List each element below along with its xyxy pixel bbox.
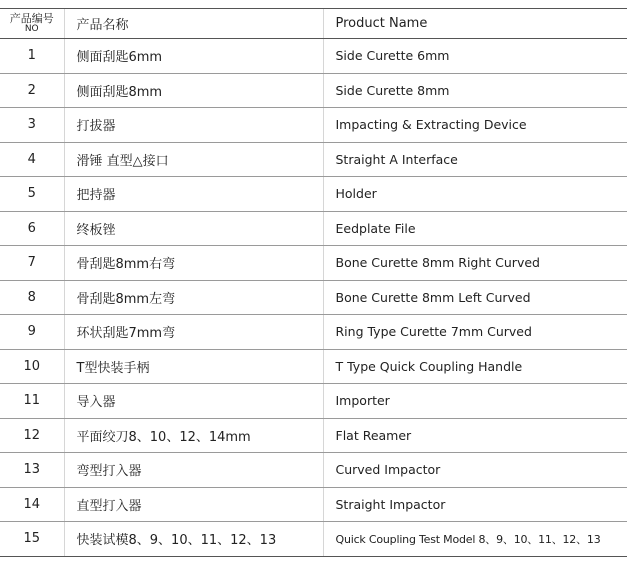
row-name-cn: 骨刮匙8mm左弯 <box>64 280 323 315</box>
row-name-en: Straight A Interface <box>323 142 627 177</box>
row-name-en: Bone Curette 8mm Left Curved <box>323 280 627 315</box>
row-name-cn: 快装试模8、9、10、11、12、13 <box>64 522 323 557</box>
header-product-name-en: Product Name <box>323 9 627 39</box>
row-number: 11 <box>0 384 64 419</box>
row-name-cn: 导入器 <box>64 384 323 419</box>
row-number: 8 <box>0 280 64 315</box>
table-header-row <box>0 9 627 39</box>
table-row <box>0 177 627 212</box>
row-name-cn: 平面绞刀8、10、12、14mm <box>64 418 323 453</box>
row-number: 13 <box>0 453 64 488</box>
row-name-cn: 环状刮匙7mm弯 <box>64 315 323 350</box>
row-name-cn: T型快装手柄 <box>64 349 323 384</box>
table-row <box>0 418 627 453</box>
row-number: 5 <box>0 177 64 212</box>
row-number: 10 <box>0 349 64 384</box>
table-row <box>0 280 627 315</box>
table-row <box>0 142 627 177</box>
row-number: 6 <box>0 211 64 246</box>
table-row <box>0 522 627 557</box>
row-name-en: T Type Quick Coupling Handle <box>323 349 627 384</box>
header-product-number <box>0 9 64 39</box>
table-row <box>0 108 627 143</box>
product-table-sheet <box>0 8 633 557</box>
row-name-cn: 终板锉 <box>64 211 323 246</box>
row-name-cn: 骨刮匙8mm右弯 <box>64 246 323 281</box>
row-name-en: Impacting & Extracting Device <box>323 108 627 143</box>
table-row <box>0 211 627 246</box>
table-row <box>0 487 627 522</box>
row-name-en: Side Curette 8mm <box>323 73 627 108</box>
table-row <box>0 453 627 488</box>
row-name-cn: 弯型打入器 <box>64 453 323 488</box>
table-row <box>0 39 627 74</box>
row-number: 15 <box>0 522 64 557</box>
row-number: 4 <box>0 142 64 177</box>
row-name-en: Curved Impactor <box>323 453 627 488</box>
table-row <box>0 73 627 108</box>
row-name-en: Side Curette 6mm <box>323 39 627 74</box>
row-number: 1 <box>0 39 64 74</box>
row-name-en: Flat Reamer <box>323 418 627 453</box>
row-name-en: Straight Impactor <box>323 487 627 522</box>
row-name-en: Bone Curette 8mm Right Curved <box>323 246 627 281</box>
product-table <box>0 8 627 557</box>
row-name-cn: 侧面刮匙8mm <box>64 73 323 108</box>
row-number: 3 <box>0 108 64 143</box>
row-name-cn: 直型打入器 <box>64 487 323 522</box>
table-row <box>0 315 627 350</box>
row-number: 2 <box>0 73 64 108</box>
table-row <box>0 384 627 419</box>
row-name-en: Importer <box>323 384 627 419</box>
row-number: 12 <box>0 418 64 453</box>
row-name-en: Holder <box>323 177 627 212</box>
row-name-cn: 滑锤 直型△接口 <box>64 142 323 177</box>
table-row <box>0 349 627 384</box>
row-name-en: Quick Coupling Test Model 8、9、10、11、12、13 <box>323 522 627 557</box>
row-name-cn: 把持器 <box>64 177 323 212</box>
row-name-en: Ring Type Curette 7mm Curved <box>323 315 627 350</box>
header-product-number-cn: 产品编号 <box>9 12 54 25</box>
header-product-number-en: NO <box>24 24 39 34</box>
row-name-cn: 侧面刮匙6mm <box>64 39 323 74</box>
row-number: 9 <box>0 315 64 350</box>
row-name-cn: 打拔器 <box>64 108 323 143</box>
row-number: 14 <box>0 487 64 522</box>
row-number: 7 <box>0 246 64 281</box>
table-row <box>0 246 627 281</box>
row-name-en: Eedplate File <box>323 211 627 246</box>
header-product-name-cn: 产品名称 <box>64 9 323 39</box>
